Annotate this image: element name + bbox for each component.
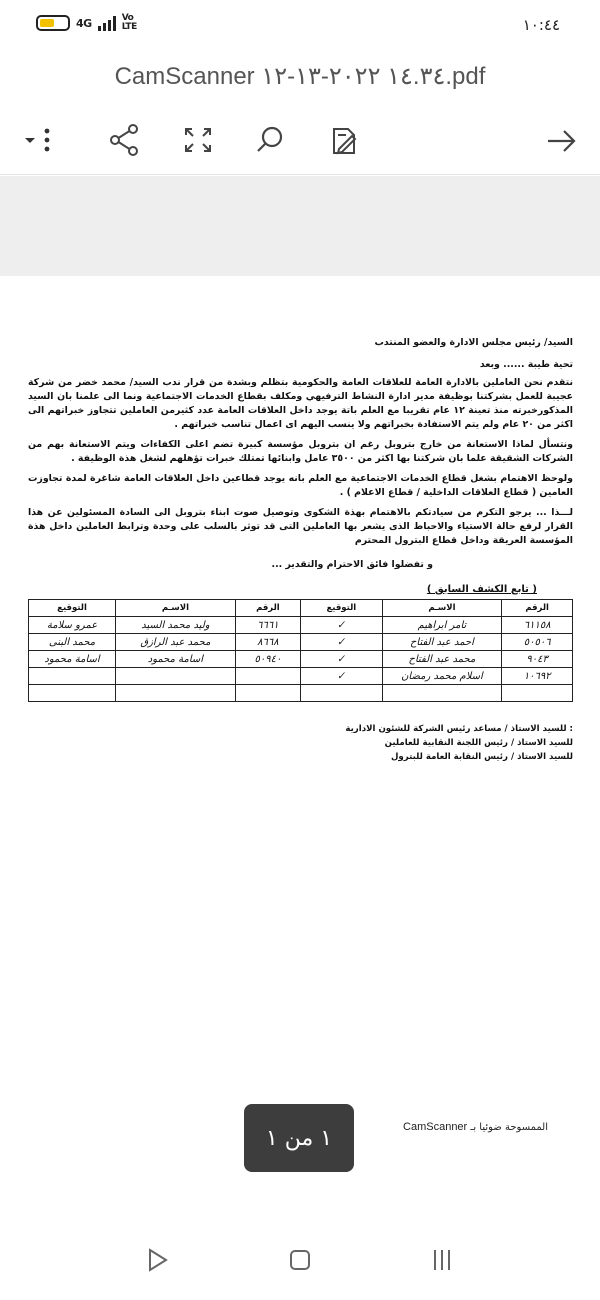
search-icon[interactable]: [250, 121, 290, 161]
closing-line: و تفضلوا فائق الاحترام والتقدير ...: [271, 559, 433, 570]
letter-content: [28, 336, 573, 764]
table-cell: ٥٠٥٠٦: [502, 634, 573, 651]
table-row: [29, 617, 573, 634]
cc-list: [28, 722, 573, 764]
table-header: الاسـم: [116, 600, 236, 617]
back-triangle-icon[interactable]: [138, 1240, 178, 1280]
title-bar: [0, 52, 600, 122]
table-cell: وليد محمد السيد: [116, 617, 236, 634]
table-cell: [235, 685, 300, 702]
scanner-note-brand: CamScanner: [403, 1121, 468, 1133]
greeting: تحية طيبة ...... وبعد: [479, 359, 573, 370]
table-header: التوقيع: [29, 600, 116, 617]
table-cell: محمد البنى: [29, 634, 116, 651]
table-cell: [301, 651, 383, 668]
table-cell: [116, 668, 236, 685]
scanner-watermark: [403, 1121, 548, 1133]
table-row: [29, 668, 573, 685]
table-cell: محمد عبد الفتاح: [382, 651, 502, 668]
signature-mark: ✓: [336, 670, 346, 682]
table-cell: [29, 668, 116, 685]
table-header: الرقم: [235, 600, 300, 617]
table-header-row: [29, 600, 573, 617]
table-cell: عمرو سلامة: [29, 617, 116, 634]
signature-mark: ✓: [336, 653, 346, 665]
table-cell: [301, 668, 383, 685]
table-header: الاسـم: [382, 600, 502, 617]
status-icons: [36, 14, 137, 32]
toolbar: [0, 115, 600, 175]
table-cell: [502, 685, 573, 702]
table-cell: [235, 668, 300, 685]
table-cell: [301, 617, 383, 634]
clock: ١٠:٤٤: [522, 16, 560, 34]
table-cell: ١٠٦٩٢: [502, 668, 573, 685]
signal-icon: [98, 15, 116, 31]
table-cell: احمد عبد الفتاح: [382, 634, 502, 651]
table-cell: [382, 685, 502, 702]
cc-line: للسيد الاستاذ / رئيس اللجنة النقابية للعاملين: [384, 738, 573, 748]
page-indicator: [244, 1104, 354, 1172]
table-cell: [29, 685, 116, 702]
share-icon[interactable]: [105, 121, 145, 161]
document-page[interactable]: [0, 276, 600, 1133]
cc-line: : للسيد الاستاذ / مساعد رئيس الشركة للشئون الادارية: [345, 724, 573, 734]
table-cell: اسلام محمد رمضان: [382, 668, 502, 685]
table-cell: ٨٦٦٨: [235, 634, 300, 651]
scanner-note-prefix: الممسوحة ضوئيا بـ: [470, 1122, 548, 1133]
table-cell: ٩٠٤٣: [502, 651, 573, 668]
table-cell: محمد عبد الرازق: [116, 634, 236, 651]
continuation-title: ( تابع الكشف السابق ): [426, 584, 537, 595]
table-cell: [301, 634, 383, 651]
recents-lines-icon[interactable]: [422, 1240, 462, 1280]
home-square-icon[interactable]: [280, 1240, 320, 1280]
file-title: CamScanner ١٤.٣٤ ٢٠٢٢-١٣-١٢.pdf: [114, 63, 486, 90]
network-label: 4G: [76, 16, 92, 30]
volte-label: Vo LTE: [121, 13, 137, 32]
addressee: السيد/ رئيس مجلس الادارة والعضو المنتدب: [374, 337, 573, 348]
signature-table: [28, 599, 573, 702]
table-cell: ٥٠٩٤٠: [235, 651, 300, 668]
dropdown-menu-icon[interactable]: [20, 121, 60, 161]
table-row: [29, 634, 573, 651]
cc-line: للسيد الاستاذ / رئيس النقابة العامة للبترول: [390, 752, 573, 762]
table-cell: ٦١١٥٨: [502, 617, 573, 634]
table-cell: ٦٦٦١: [235, 617, 300, 634]
fullscreen-icon[interactable]: [178, 121, 218, 161]
table-cell: اسامة محمود: [29, 651, 116, 668]
table-row: [29, 651, 573, 668]
battery-icon: [36, 15, 70, 31]
table-cell: اسامة محمود: [116, 651, 236, 668]
paragraph-1: نتقدم نحن العاملين بالادارة العامة للعلاقات العامة والحكومية بتظلم وبشدة من قرار ندب السيد/ محمد خضر من شركة عجيبة للعمل بشركتنا بوظيفة مدير ادارة النشاط الترفيهي ومكلف بقطاع الخدمات الاجتماعية ونما الى علمنا بان السيد المذكورخبرته منذ تعينة ١٢ عام تقريبا مع العلم باتة يوجد داخل العلاقات العامة عدد كثيرمن العاملين تتجاوز خبراتهم الى اكثر من ٢٠ عام ولم يتم الاستفادة بخبراتهم ولا ينسب اليهم اى اعمال تناسب خبراتهم .: [28, 377, 573, 430]
table-cell: تامر ابراهيم: [382, 617, 502, 634]
status-bar: [0, 0, 600, 52]
forward-arrow-icon[interactable]: [542, 121, 582, 161]
paragraph-2: ونتسأل لماذا الاستعانة من خارج بتروبل رغم ان بتروبل مؤسسة كبيرة تضم اعلى الكفاءات ويتم الاستعانة بهم من الشركات الشقيقة علما بان شركتنا بها اكثر من ٣٥٠٠ عامل وابنائها تمتلك خبرات تؤهلهم لشغل هذة الوظيفة .: [28, 439, 573, 464]
paragraph-4: لـــذا ... يرجو التكرم من سيادتكم بالاهتمام بهذة الشكوى وتوصيل صوت ابناء بتروبل الى السادة المسئولين عن هذا القرار لرفع حالة الاستياء والاحباط الذى يشعر بها العاملين التى قد توثر بالسلب على وحدة وترابط العاملين داخل هذة المؤسسة العريقة وداخل قطاع البترول المحترم: [28, 507, 573, 546]
table-cell: [301, 685, 383, 702]
edit-icon[interactable]: [324, 121, 364, 161]
page-indicator-text: ١ من ١: [265, 1125, 333, 1151]
table-row: [29, 685, 573, 702]
signature-mark: ✓: [336, 619, 346, 631]
table-header: التوقيع: [301, 600, 383, 617]
document-viewer[interactable]: [0, 176, 600, 1133]
paragraph-3: ولوحظ الاهتمام بشغل قطاع الخدمات الاجتماعية مع العلم بانه يوجد قطاعين داخل العلاقات العامة شاغرة لمدة تجاوزت العامين ( قطاع العلاقات الداخلية / قطاع الاعلام ) .: [28, 473, 573, 498]
table-header: الرقم: [502, 600, 573, 617]
signature-mark: ✓: [336, 636, 346, 648]
navigation-bar: [0, 1210, 600, 1300]
table-cell: [116, 685, 236, 702]
